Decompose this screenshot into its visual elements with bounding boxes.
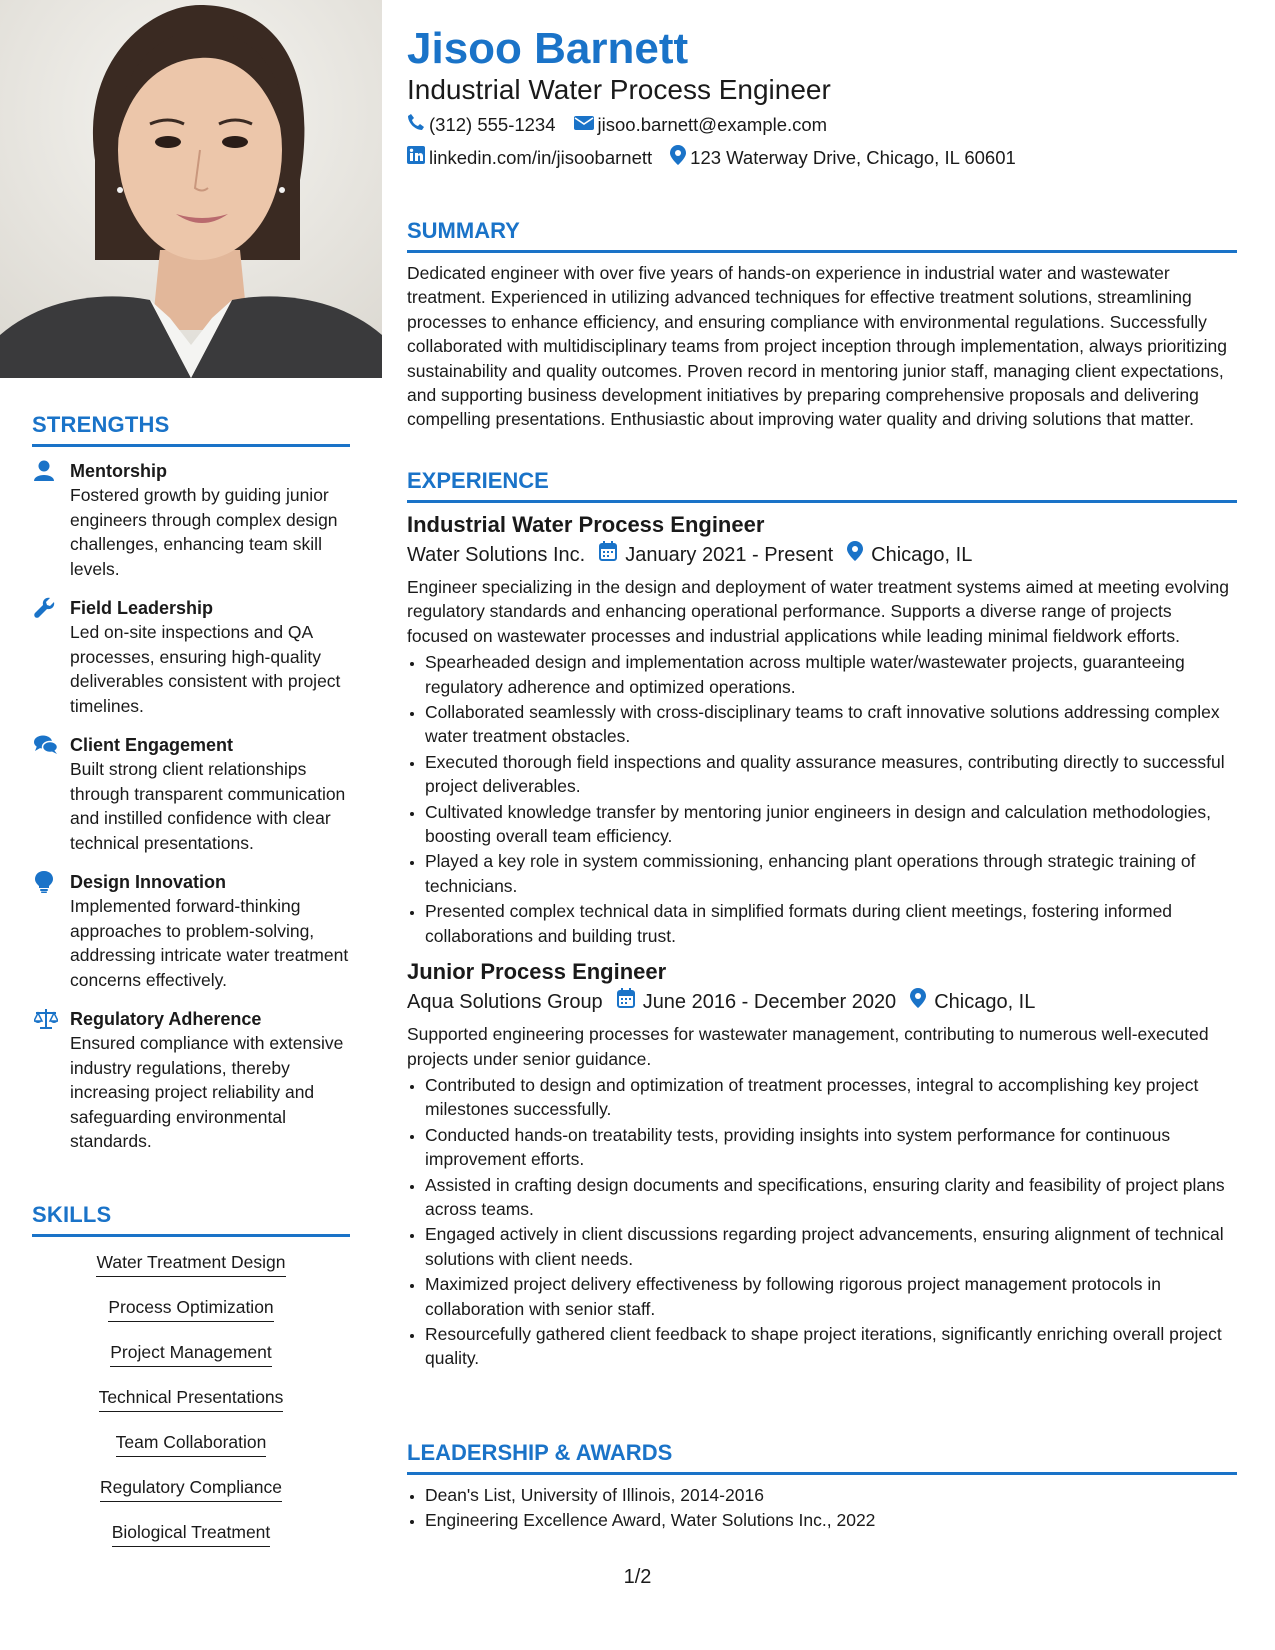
email-text: jisoo.barnett@example.com [597, 114, 828, 135]
job-bullets [407, 1073, 1237, 1371]
strength-title: Regulatory Adherence [70, 1009, 262, 1029]
job-title: Industrial Water Process Engineer [407, 512, 765, 537]
linkedin-icon [407, 146, 429, 170]
job-dates-text: June 2016 - December 2020 [642, 991, 897, 1014]
awards-heading: LEADERSHIP & AWARDS [407, 1440, 1237, 1475]
wrench-icon [34, 597, 56, 619]
skill-label: Technical Presentations [99, 1386, 284, 1412]
email-item[interactable] [574, 113, 828, 137]
contact-row-1 [407, 113, 845, 137]
job-meta [407, 541, 1237, 569]
skill-label: Project Management [110, 1341, 271, 1367]
map-pin-icon [847, 541, 871, 569]
linkedin-item[interactable] [407, 146, 652, 170]
awards-section [407, 1440, 1237, 1534]
job-location-text: Chicago, IL [934, 991, 1036, 1014]
list-item: • Cultivated knowledge transfer by mentoring junior engineers in design and calculation methodologies, boosting overall team efficiency. [425, 800, 1237, 849]
contact-row-2 [407, 145, 1034, 171]
user-icon [34, 460, 56, 482]
summary-heading: SUMMARY [407, 218, 1237, 253]
skill-item [32, 1521, 350, 1547]
calendar-icon [599, 541, 625, 569]
strength-title: Design Innovation [70, 872, 227, 892]
awards-list [407, 1483, 1237, 1533]
phone-text: (312) 555-1234 [429, 114, 556, 135]
summary-text: Dedicated engineer with over five years of hands-on experience in industrial water and wastewater treatment. Experienced in utilizing advanced techniques for effective treatment solutions, streamlining processes to enhance efficiency, and ensuring compliance with environmental regulations. Successfully collaborated with multidisciplinary teams from project inception through implementation, always prioritizing sustainability and quality outcomes. Proven record in mentoring junior staff, managing client expectations, and supporting business development initiatives by preparing comprehensive proposals and delivering compelling presentations. Enthusiastic about improving water quality and driving solutions that matter. [407, 263, 1227, 430]
list-item: • Resourcefully gathered client feedback to shape project iterations, significantly enriching overall project quality. [425, 1322, 1237, 1371]
job-description: Supported engineering processes for wastewater management, contributing to numerous well-executed projects under senior guidance. [407, 1024, 1209, 1069]
skills-heading: SKILLS [32, 1202, 350, 1237]
list-item: • Engaged actively in client discussions regarding project advancements, ensuring alignment of technical solutions with client needs. [425, 1222, 1237, 1271]
list-item: • Presented complex technical data in simplified formats during client meetings, fostering informed collaborations and building trust. [425, 899, 1237, 948]
phone-item[interactable] [407, 113, 556, 137]
job-description: Engineer specializing in the design and deployment of water treatment systems aimed at meeting evolving regulatory standards and enhancing operational performance. Supports a diverse range of projects focused on wastewater processes and industrial applications while leading minimal fieldwork efforts. [407, 577, 1229, 646]
lightbulb-icon [34, 871, 56, 893]
strengths-list [32, 459, 350, 1154]
job-dates-text: January 2021 - Present [625, 544, 834, 566]
skill-item [32, 1386, 350, 1412]
skill-label: Regulatory Compliance [100, 1476, 282, 1502]
list-item: • Maximized project delivery effectiveness by following rigorous project management protocols in collaboration with senior staff. [425, 1272, 1237, 1321]
address-item [670, 145, 1016, 171]
list-item: • Conducted hands-on treatability tests, providing insights into system performance for continuous improvement efforts. [425, 1123, 1237, 1172]
skill-label: Process Optimization [108, 1296, 273, 1322]
list-item: • Executed thorough field inspections and quality assurance measures, contributing directly to successful project deliverables. [425, 750, 1237, 799]
strength-title: Client Engagement [70, 735, 234, 755]
skill-label: Team Collaboration [116, 1431, 267, 1457]
experience-heading: EXPERIENCE [407, 468, 1237, 503]
scale-icon [34, 1008, 56, 1030]
skills-section [32, 1202, 350, 1566]
skill-item [32, 1341, 350, 1367]
map-pin-icon [910, 988, 934, 1016]
list-item: • Assisted in crafting design documents and specifications, ensuring clarity and feasibility of project plans across teams. [425, 1173, 1237, 1222]
phone-icon [407, 113, 429, 137]
left-column [0, 0, 382, 1650]
list-item: • Dean's List, University of Illinois, 2014-2016 [425, 1483, 1237, 1507]
job-title: Junior Process Engineer [407, 959, 667, 985]
job-company: Aqua Solutions Group [407, 991, 603, 1014]
skills-list [32, 1251, 350, 1547]
profile-photo [0, 0, 382, 378]
job-location [847, 541, 972, 569]
skill-item [32, 1476, 350, 1502]
strength-desc: Led on-site inspections and QA processes, ensuring high-quality deliverables consistent with project timelines. [70, 622, 341, 716]
skill-item [32, 1296, 350, 1322]
job-bullets [407, 650, 1237, 948]
job-meta [407, 988, 1237, 1016]
summary-section [407, 218, 1237, 432]
map-pin-icon [670, 145, 690, 171]
job-dates [599, 541, 833, 569]
strength-item [32, 459, 350, 581]
list-item: • Spearheaded design and implementation across multiple water/wastewater projects, guaranteeing regulatory adherence and optimized operations. [425, 650, 1237, 699]
skill-label: Water Treatment Design [96, 1251, 285, 1277]
list-item: • Collaborated seamlessly with cross-disciplinary teams to craft innovative solutions addressing complex water treatment obstacles. [425, 700, 1237, 749]
job-location [910, 988, 1035, 1016]
calendar-icon [617, 988, 643, 1016]
skill-item [32, 1431, 350, 1457]
strength-desc: Built strong client relationships through transparent communication and instilled confidence with clear technical presentations. [70, 759, 346, 853]
list-item: • Engineering Excellence Award, Water Solutions Inc., 2022 [425, 1508, 1237, 1532]
skill-label: Biological Treatment [112, 1521, 271, 1547]
job-entry [407, 958, 1237, 1371]
comments-icon [34, 734, 56, 756]
linkedin-text: linkedin.com/in/jisoobarnett [429, 147, 653, 168]
skill-item [32, 1251, 350, 1277]
experience-section [407, 468, 1237, 1372]
strength-desc: Ensured compliance with extensive industry regulations, thereby increasing project reliability and safeguarding environmental standards. [70, 1033, 344, 1151]
address-text: 123 Waterway Drive, Chicago, IL 60601 [690, 147, 1016, 168]
job-location-text: Chicago, IL [871, 544, 973, 566]
job-entry [407, 511, 1237, 948]
strength-desc: Implemented forward-thinking approaches to problem-solving, addressing intricate water treatment concerns effectively. [70, 896, 349, 990]
strength-title: Mentorship [70, 461, 167, 481]
candidate-name: Jisoo Barnett [407, 24, 689, 73]
list-item: • Played a key role in system commissioning, enhancing plant operations through strategic training of technicians. [425, 849, 1237, 898]
job-dates [617, 988, 897, 1016]
strength-item [32, 870, 350, 992]
list-item: • Contributed to design and optimization of treatment processes, integral to accomplishing key project milestones successfully. [425, 1073, 1237, 1122]
page-number [0, 1566, 1275, 1589]
strengths-section [32, 412, 350, 1169]
page-number-text: 1/2 [623, 1566, 652, 1588]
strength-item [32, 596, 350, 718]
envelope-icon [574, 113, 598, 137]
strength-desc: Fostered growth by guiding junior engineers through complex design challenges, enhancing team skill levels. [70, 485, 338, 579]
strengths-heading: STRENGTHS [32, 412, 350, 447]
strength-title: Field Leadership [70, 598, 214, 618]
candidate-role: Industrial Water Process Engineer [407, 74, 831, 105]
job-company: Water Solutions Inc. [407, 544, 586, 566]
strength-item [32, 1007, 350, 1154]
strength-item [32, 733, 350, 855]
